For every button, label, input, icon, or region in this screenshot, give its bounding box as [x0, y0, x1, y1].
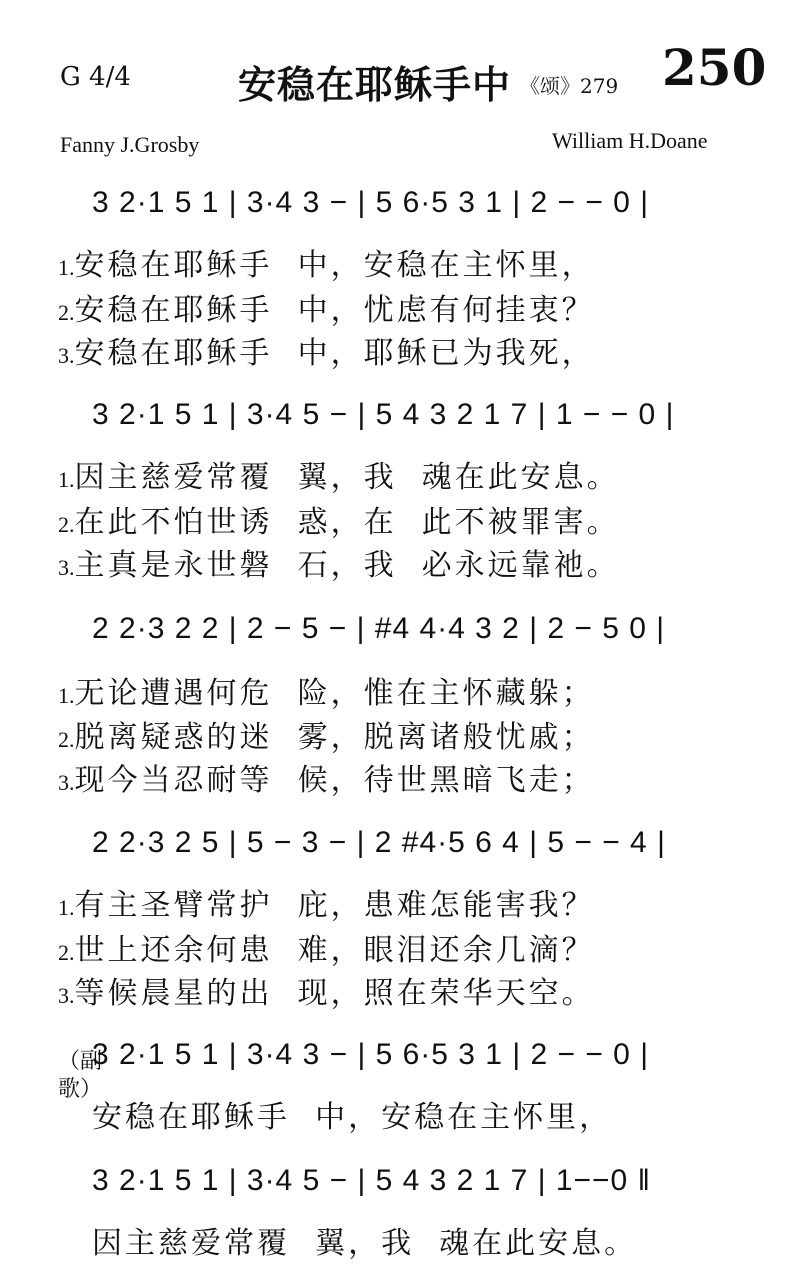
- lyric-line: 1.有主圣臂常护 庇，患难怎能害我？: [58, 888, 595, 923]
- chorus-label: （副歌）: [58, 1049, 103, 1102]
- notation-line-3: 2 2·3 2 2 | 2 − 5 − | #4 4·4 3 2 | 2 − 5 0 |: [92, 612, 666, 645]
- notation-line-2: 3 2·1 5 1 | 3·4 5 − | 5 4 3 2 1 7 | 1 − − 0 |: [92, 398, 675, 431]
- lyric-line: 1.无论遭遇何危 险，惟在主怀藏躲；: [58, 676, 595, 711]
- verse-number: 2.: [58, 512, 75, 537]
- lyric-line: 1.因主慈爱常覆 翼，我 魂在此安息。: [58, 460, 620, 495]
- key-signature: G 4/4: [60, 62, 131, 92]
- lyric-line: 3.等候晨星的出 现，照在荣华天空。: [58, 976, 595, 1011]
- lyric-line: 3.现今当忍耐等 候，待世黑暗飞走；: [58, 763, 595, 798]
- notation-line-6: 3 2·1 5 1 | 3·4 5 − | 5 4 3 2 1 7 | 1−−0 ‖: [92, 1164, 651, 1197]
- notation-line-5: 3 2·1 5 1 | 3·4 3 − | 5 6·5 3 1 | 2 − − 0 |: [92, 1038, 649, 1071]
- hymnal-reference: 《颂》279: [520, 74, 619, 98]
- verse-number: 3.: [58, 770, 75, 795]
- verse-number: 1.: [58, 895, 75, 920]
- verse-number: 1.: [58, 683, 75, 708]
- lyric-line: 2.安稳在耶稣手 中，忧虑有何挂衷？: [58, 293, 595, 328]
- verse-number: 3.: [58, 983, 75, 1008]
- lyric-line: 1.安稳在耶稣手 中，安稳在主怀里，: [58, 248, 595, 283]
- verse-number: 2.: [58, 727, 75, 752]
- verse-number: 2.: [58, 940, 75, 965]
- lyric-line: 2.世上还余何患 难，眼泪还余几滴？: [58, 933, 595, 968]
- lyric-line: 3.安稳在耶稣手 中，耶稣已为我死，: [58, 336, 595, 371]
- verse-number: 1.: [58, 255, 75, 280]
- verse-number: 3.: [58, 555, 75, 580]
- notation-line-4: 2 2·3 2 5 | 5 − 3 − | 2 #4·5 6 4 | 5 − − 4 |: [92, 826, 666, 859]
- lyric-line: 因主慈爱常覆 翼，我 魂在此安息。: [92, 1226, 638, 1261]
- lyric-line: 2.脱离疑惑的迷 雾，脱离诸般忧戚；: [58, 720, 595, 755]
- verse-number: 2.: [58, 300, 75, 325]
- lyric-line: 3.主真是永世磐 石，我 必永远靠祂。: [58, 548, 620, 583]
- hymn-number: 250: [662, 38, 767, 97]
- lyricist: Fanny J.Grosby: [60, 132, 200, 157]
- lyric-line: 2.在此不怕世诱 惑，在 此不被罪害。: [58, 505, 620, 540]
- hymn-title: 安稳在耶稣手中: [238, 62, 512, 107]
- verse-number: 3.: [58, 343, 75, 368]
- composer: William H.Doane: [552, 128, 708, 153]
- verse-number: 1.: [58, 467, 75, 492]
- lyric-line: 安稳在耶稣手 中，安稳在主怀里，: [92, 1100, 613, 1135]
- notation-line-1: 3 2·1 5 1 | 3·4 3 − | 5 6·5 3 1 | 2 − − 0 |: [92, 186, 649, 219]
